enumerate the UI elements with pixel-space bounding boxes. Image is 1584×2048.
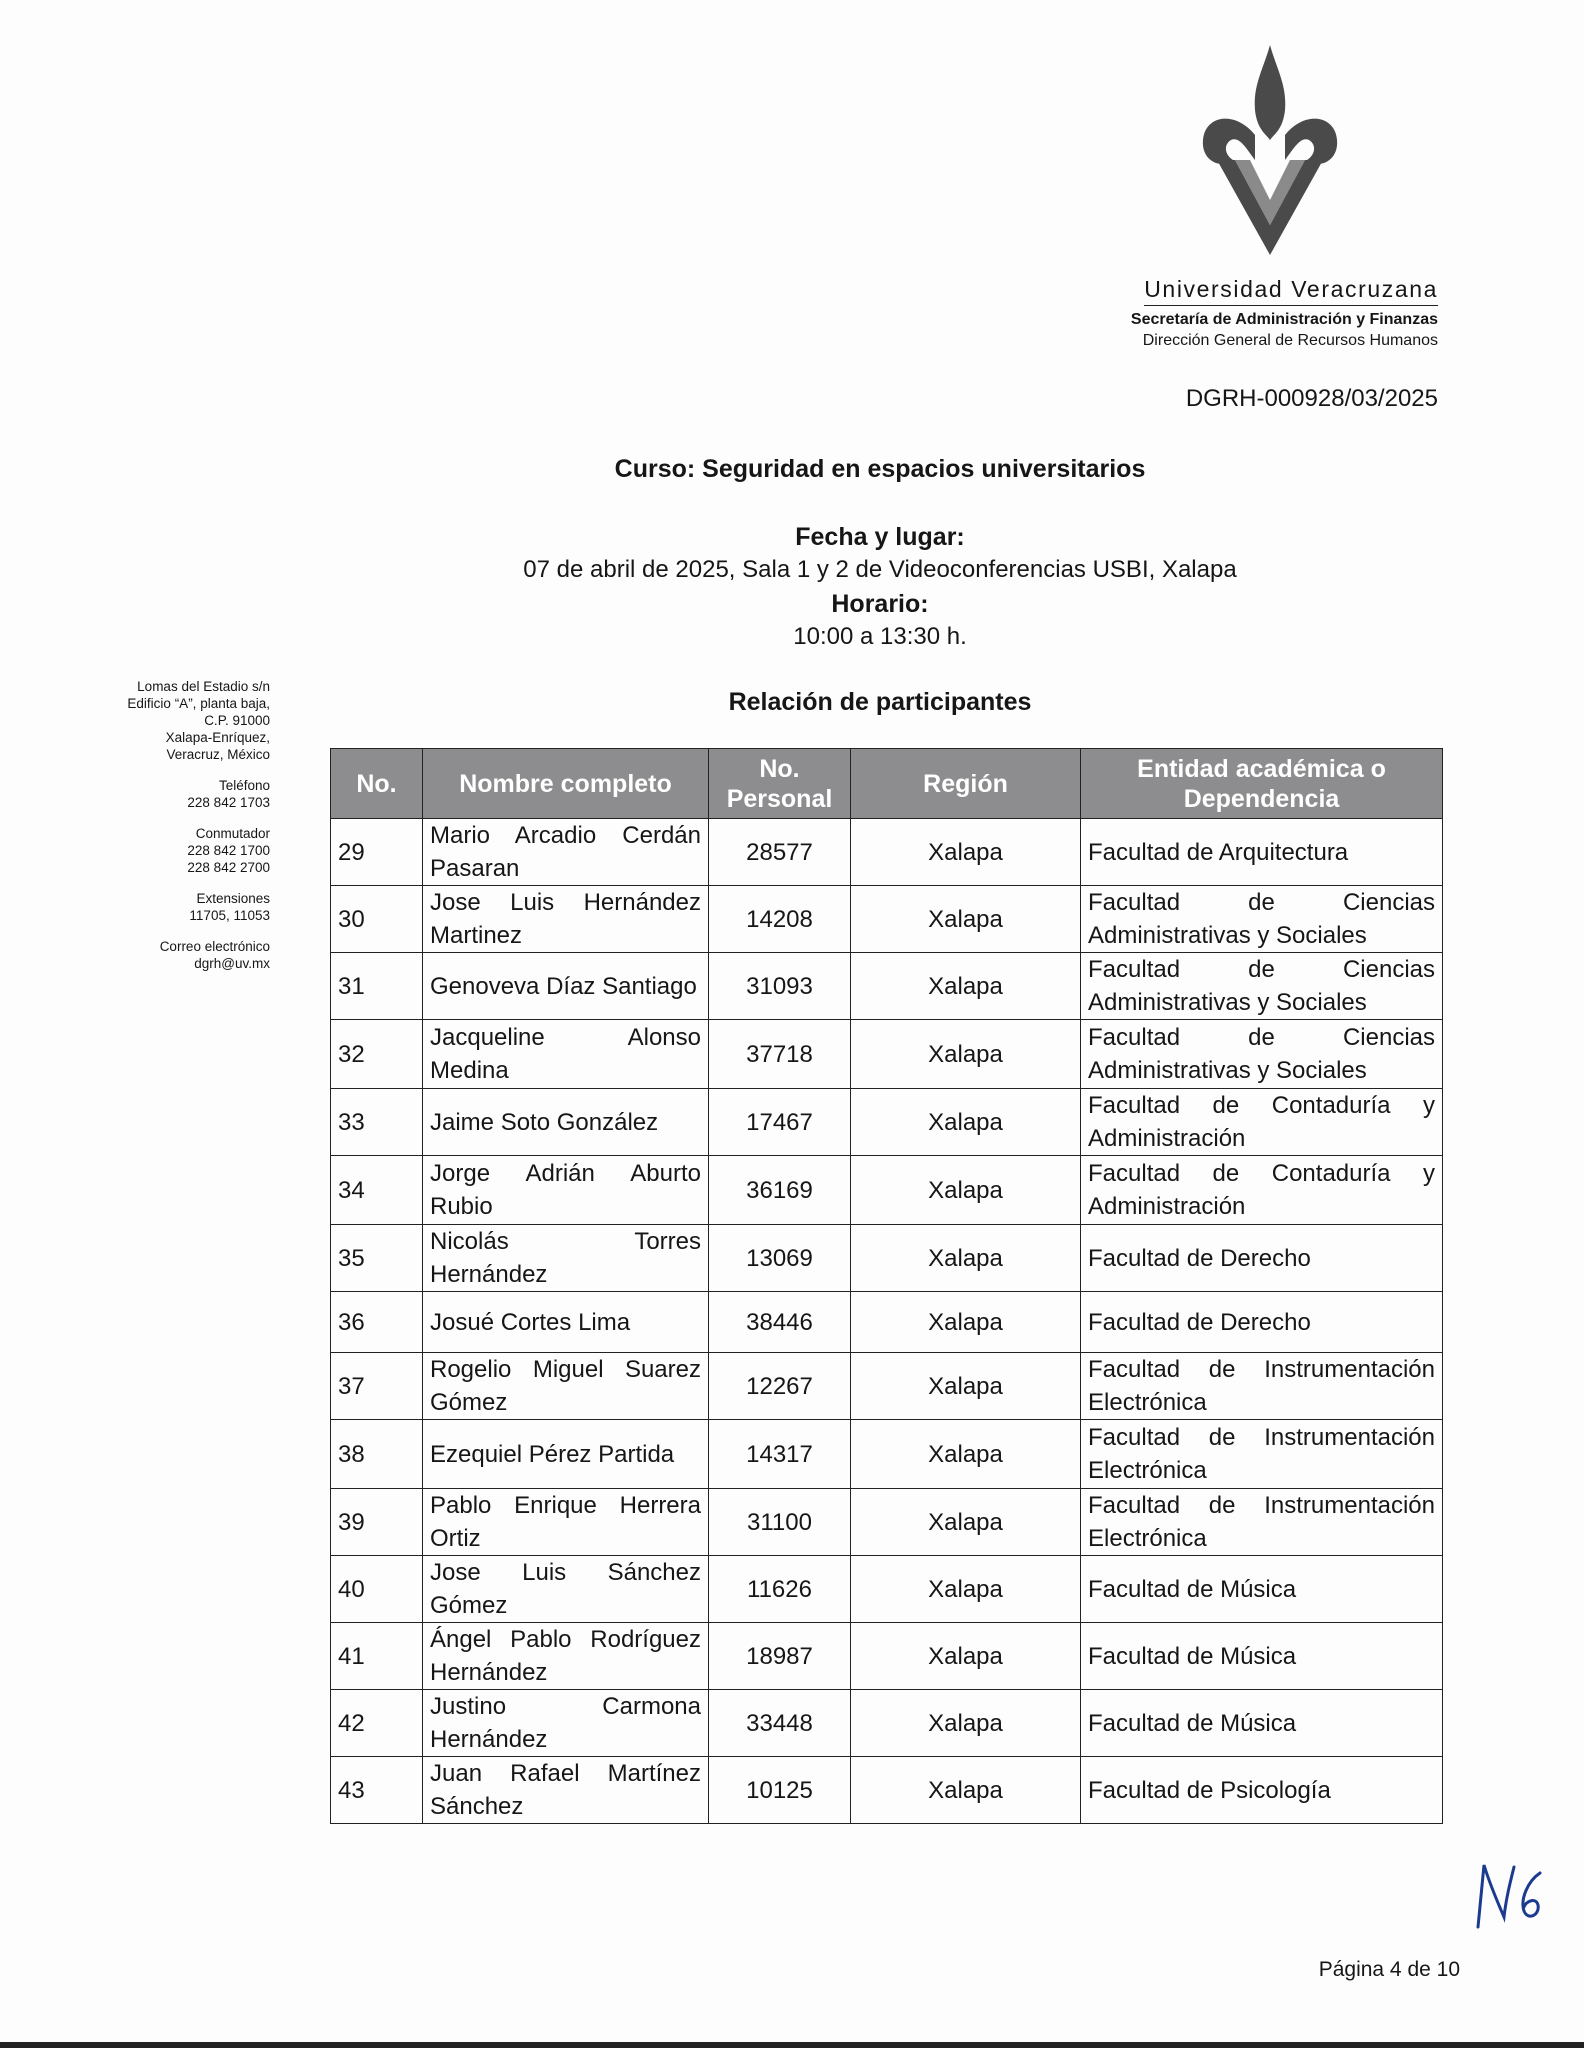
participant-name: Jose Luis Hernández Martinez [423, 886, 709, 953]
academic-entity: Facultad de Instrumentación Electrónica [1081, 1489, 1443, 1556]
row-number: 36 [331, 1292, 423, 1353]
region: Xalapa [851, 1489, 1081, 1556]
address-line: Veracruz, México [166, 747, 270, 762]
participant-name: Pablo Enrique Herrera Ortiz [423, 1489, 709, 1556]
personal-number: 36169 [709, 1156, 851, 1225]
page-number: Página 4 de 10 [1318, 1958, 1460, 1981]
extensions-block [70, 890, 270, 924]
participant-name: Jose Luis Sánchez Gómez [423, 1556, 709, 1623]
address-line: C.P. 91000 [204, 713, 270, 728]
institution-header [1131, 276, 1438, 350]
header-region: Región [851, 749, 1081, 819]
extensions-value: 11705, 11053 [189, 908, 270, 923]
row-number: 34 [331, 1156, 423, 1225]
personal-number: 37718 [709, 1020, 851, 1089]
personal-number: 11626 [709, 1556, 851, 1623]
address-block [70, 678, 270, 763]
row-number: 33 [331, 1089, 423, 1156]
row-number: 41 [331, 1623, 423, 1690]
extensions-label: Extensiones [196, 891, 270, 906]
secretariat-name: Secretaría de Administración y Finanzas [1130, 311, 1438, 328]
date-place-label: Fecha y lugar: [795, 523, 965, 551]
academic-entity: Facultad de Ciencias Administrativas y Sociales [1081, 1020, 1443, 1089]
participant-name: Genoveva Díaz Santiago [423, 953, 709, 1020]
switchboard-label: Conmutador [195, 826, 270, 841]
table-row [331, 1420, 1443, 1489]
row-number: 38 [331, 1420, 423, 1489]
contact-sidebar [70, 678, 270, 986]
table-row [331, 1690, 1443, 1757]
row-number: 31 [331, 953, 423, 1020]
participant-name: Josué Cortes Lima [423, 1292, 709, 1353]
participant-name: Jaime Soto González [423, 1089, 709, 1156]
header-name: Nombre completo [423, 749, 709, 819]
region: Xalapa [851, 1757, 1081, 1824]
email-link[interactable]: dgrh@uv.mx [194, 956, 270, 971]
switchboard-number: 228 842 2700 [187, 860, 270, 875]
academic-entity: Facultad de Instrumentación Electrónica [1081, 1353, 1443, 1420]
direction-name: Dirección General de Recursos Humanos [1142, 332, 1438, 349]
address-line: Xalapa-Enríquez, [165, 730, 270, 745]
phone-number: 228 842 1703 [187, 795, 270, 810]
table-row [331, 1089, 1443, 1156]
table-row [331, 1156, 1443, 1225]
academic-entity: Facultad de Derecho [1081, 1292, 1443, 1353]
region: Xalapa [851, 819, 1081, 886]
table-row [331, 1225, 1443, 1292]
handwritten-initials [1470, 1855, 1550, 1935]
region: Xalapa [851, 1225, 1081, 1292]
switchboard-block [70, 825, 270, 876]
address-line: Edificio “A”, planta baja, [127, 696, 270, 711]
phone-label: Teléfono [218, 778, 270, 793]
row-number: 39 [331, 1489, 423, 1556]
table-row [331, 819, 1443, 886]
table-row [331, 953, 1443, 1020]
personal-number: 13069 [709, 1225, 851, 1292]
personal-number: 14208 [709, 886, 851, 953]
row-number: 29 [331, 819, 423, 886]
region: Xalapa [851, 1020, 1081, 1089]
academic-entity: Facultad de Arquitectura [1081, 819, 1443, 886]
row-number: 32 [331, 1020, 423, 1089]
region: Xalapa [851, 1556, 1081, 1623]
table-row [331, 1489, 1443, 1556]
row-number: 37 [331, 1353, 423, 1420]
participant-name: Mario Arcadio Cerdán Pasaran [423, 819, 709, 886]
row-number: 40 [331, 1556, 423, 1623]
personal-number: 12267 [709, 1353, 851, 1420]
academic-entity: Facultad de Derecho [1081, 1225, 1443, 1292]
row-number: 30 [331, 886, 423, 953]
academic-entity: Facultad de Psicología [1081, 1757, 1443, 1824]
university-name: Universidad Veracruzana [1144, 276, 1438, 306]
table-body [331, 819, 1443, 1824]
address-line: Lomas del Estadio s/n [137, 679, 270, 694]
academic-entity: Facultad de Contaduría y Administración [1081, 1089, 1443, 1156]
region: Xalapa [851, 886, 1081, 953]
region: Xalapa [851, 1623, 1081, 1690]
participant-name: Ángel Pablo Rodríguez Hernández [423, 1623, 709, 1690]
academic-entity: Facultad de Instrumentación Electrónica [1081, 1420, 1443, 1489]
personal-number: 31100 [709, 1489, 851, 1556]
row-number: 42 [331, 1690, 423, 1757]
header-personal: No. Personal [709, 749, 851, 819]
participant-name: Jorge Adrián Aburto Rubio [423, 1156, 709, 1225]
table-row [331, 1757, 1443, 1824]
personal-number: 38446 [709, 1292, 851, 1353]
table-header-row [331, 749, 1443, 819]
academic-entity: Facultad de Música [1081, 1556, 1443, 1623]
region: Xalapa [851, 1292, 1081, 1353]
personal-number: 14317 [709, 1420, 851, 1489]
table-row [331, 1623, 1443, 1690]
personal-number: 28577 [709, 819, 851, 886]
header-no: No. [331, 749, 423, 819]
row-number: 43 [331, 1757, 423, 1824]
table-row [331, 1020, 1443, 1089]
email-block [70, 938, 270, 972]
academic-entity: Facultad de Ciencias Administrativas y Sociales [1081, 886, 1443, 953]
switchboard-number: 228 842 1700 [187, 843, 270, 858]
document-reference: DGRH-000928/03/2025 [1185, 385, 1438, 412]
participant-name: Juan Rafael Martínez Sánchez [423, 1757, 709, 1824]
academic-entity: Facultad de Música [1081, 1690, 1443, 1757]
participants-table [330, 748, 1443, 1824]
academic-entity: Facultad de Música [1081, 1623, 1443, 1690]
region: Xalapa [851, 1156, 1081, 1225]
academic-entity: Facultad de Contaduría y Administración [1081, 1156, 1443, 1225]
schedule-value: 10:00 a 13:30 h. [793, 623, 967, 650]
schedule-label: Horario: [831, 590, 929, 618]
personal-number: 33448 [709, 1690, 851, 1757]
region: Xalapa [851, 1420, 1081, 1489]
table-row [331, 1292, 1443, 1353]
region: Xalapa [851, 1089, 1081, 1156]
personal-number: 31093 [709, 953, 851, 1020]
participant-name: Justino Carmona Hernández [423, 1690, 709, 1757]
personal-number: 10125 [709, 1757, 851, 1824]
table-row [331, 1353, 1443, 1420]
region: Xalapa [851, 1353, 1081, 1420]
table-row [331, 1556, 1443, 1623]
personal-number: 17467 [709, 1089, 851, 1156]
uv-logo-icon [1195, 40, 1345, 265]
participant-name: Jacqueline Alonso Medina [423, 1020, 709, 1089]
academic-entity: Facultad de Ciencias Administrativas y Sociales [1081, 953, 1443, 1020]
phone-block [70, 777, 270, 811]
region: Xalapa [851, 953, 1081, 1020]
participant-name: Rogelio Miguel Suarez Gómez [423, 1353, 709, 1420]
personal-number: 18987 [709, 1623, 851, 1690]
participant-name: Nicolás Torres Hernández [423, 1225, 709, 1292]
scan-edge [0, 2042, 1584, 2048]
row-number: 35 [331, 1225, 423, 1292]
table-row [331, 886, 1443, 953]
region: Xalapa [851, 1690, 1081, 1757]
header-entity: Entidad académica o Dependencia [1081, 749, 1443, 819]
email-label: Correo electrónico [159, 939, 270, 954]
participants-list-title: Relación de participantes [728, 688, 1032, 716]
date-place-value: 07 de abril de 2025, Sala 1 y 2 de Videoconferencias USBI, Xalapa [523, 556, 1237, 583]
course-title: Curso: Seguridad en espacios universitarios [614, 455, 1146, 483]
participant-name: Ezequiel Pérez Partida [423, 1420, 709, 1489]
